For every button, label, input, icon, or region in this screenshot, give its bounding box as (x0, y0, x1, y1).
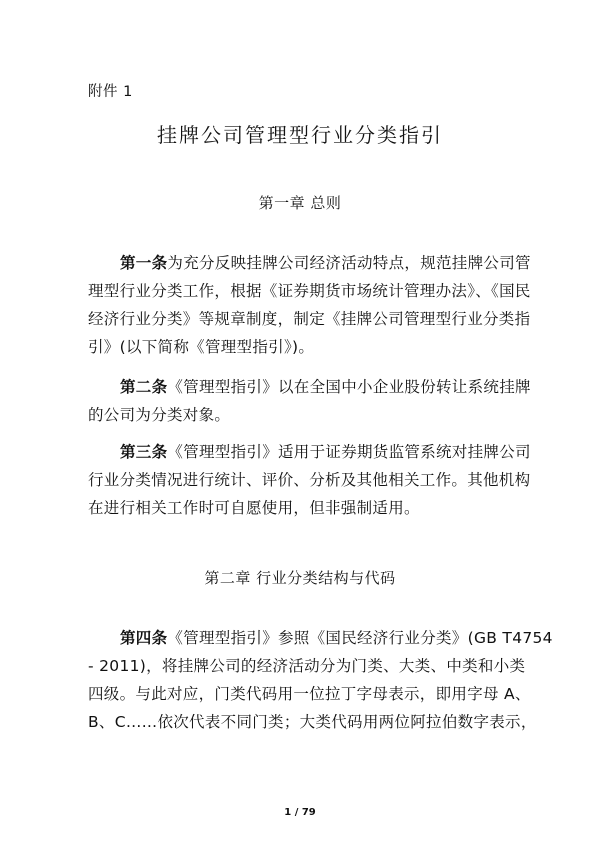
article-1-text-1: 为充分反映挂牌公司经济活动特点，规范挂牌公司管 (167, 254, 531, 272)
chapter-1-heading: 第一章 总则 (258, 194, 342, 212)
article-4 (88, 624, 553, 736)
article-1-line-4: 引》(以下简称《管理型指引》)。 (88, 338, 315, 356)
page-number: 1 / 79 (284, 807, 316, 818)
article-4-line-1 (88, 624, 553, 652)
article-4-label: 第四条 (120, 629, 168, 647)
article-1 (88, 249, 531, 361)
article-2-line-2: 的公司为分类对象。 (88, 406, 231, 424)
article-4-line-3: 四级。与此对应，门类代码用一位拉丁字母表示，即用字母 A、 (88, 685, 531, 703)
article-1-line-2: 理型行业分类工作，根据《证券期货市场统计管理办法》、《国民 (88, 282, 531, 300)
article-2-text-1: 《管理型指引》以在全国中小企业股份转让系统挂牌 (167, 378, 531, 396)
article-2 (88, 373, 531, 429)
article-3-line-1 (88, 438, 531, 466)
article-3-line-3: 在进行相关工作时可自愿使用，但非强制适用。 (88, 499, 420, 517)
article-1-line-3: 经济行业分类》等规章制度，制定《挂牌公司管理型行业分类指 (88, 310, 531, 328)
article-1-label: 第一条 (120, 254, 168, 272)
article-2-line-1 (88, 373, 531, 401)
article-4-text-1: 《管理型指引》参照《国民经济行业分类》(GB T4754 (167, 629, 553, 647)
chapter-2-heading: 第二章 行业分类结构与代码 (204, 569, 396, 587)
article-3-line-2: 行业分类情况进行统计、评价、分析及其他相关工作。其他机构 (88, 471, 531, 489)
article-3 (88, 438, 531, 522)
article-2-label: 第二条 (120, 378, 168, 396)
article-4-line-4: B、C……依次代表不同门类；大类代码用两位阿拉伯数字表示， (88, 713, 537, 731)
article-3-label: 第三条 (120, 443, 168, 461)
article-1-line-1 (88, 249, 531, 277)
article-4-line-2: - 2011)，将挂牌公司的经济活动分为门类、大类、中类和小类 (88, 657, 526, 675)
article-3-text-1: 《管理型指引》适用于证券期货监管系统对挂牌公司 (167, 443, 531, 461)
document-title: 挂牌公司管理型行业分类指引 (157, 123, 443, 147)
attachment-label: 附件 1 (88, 84, 133, 100)
